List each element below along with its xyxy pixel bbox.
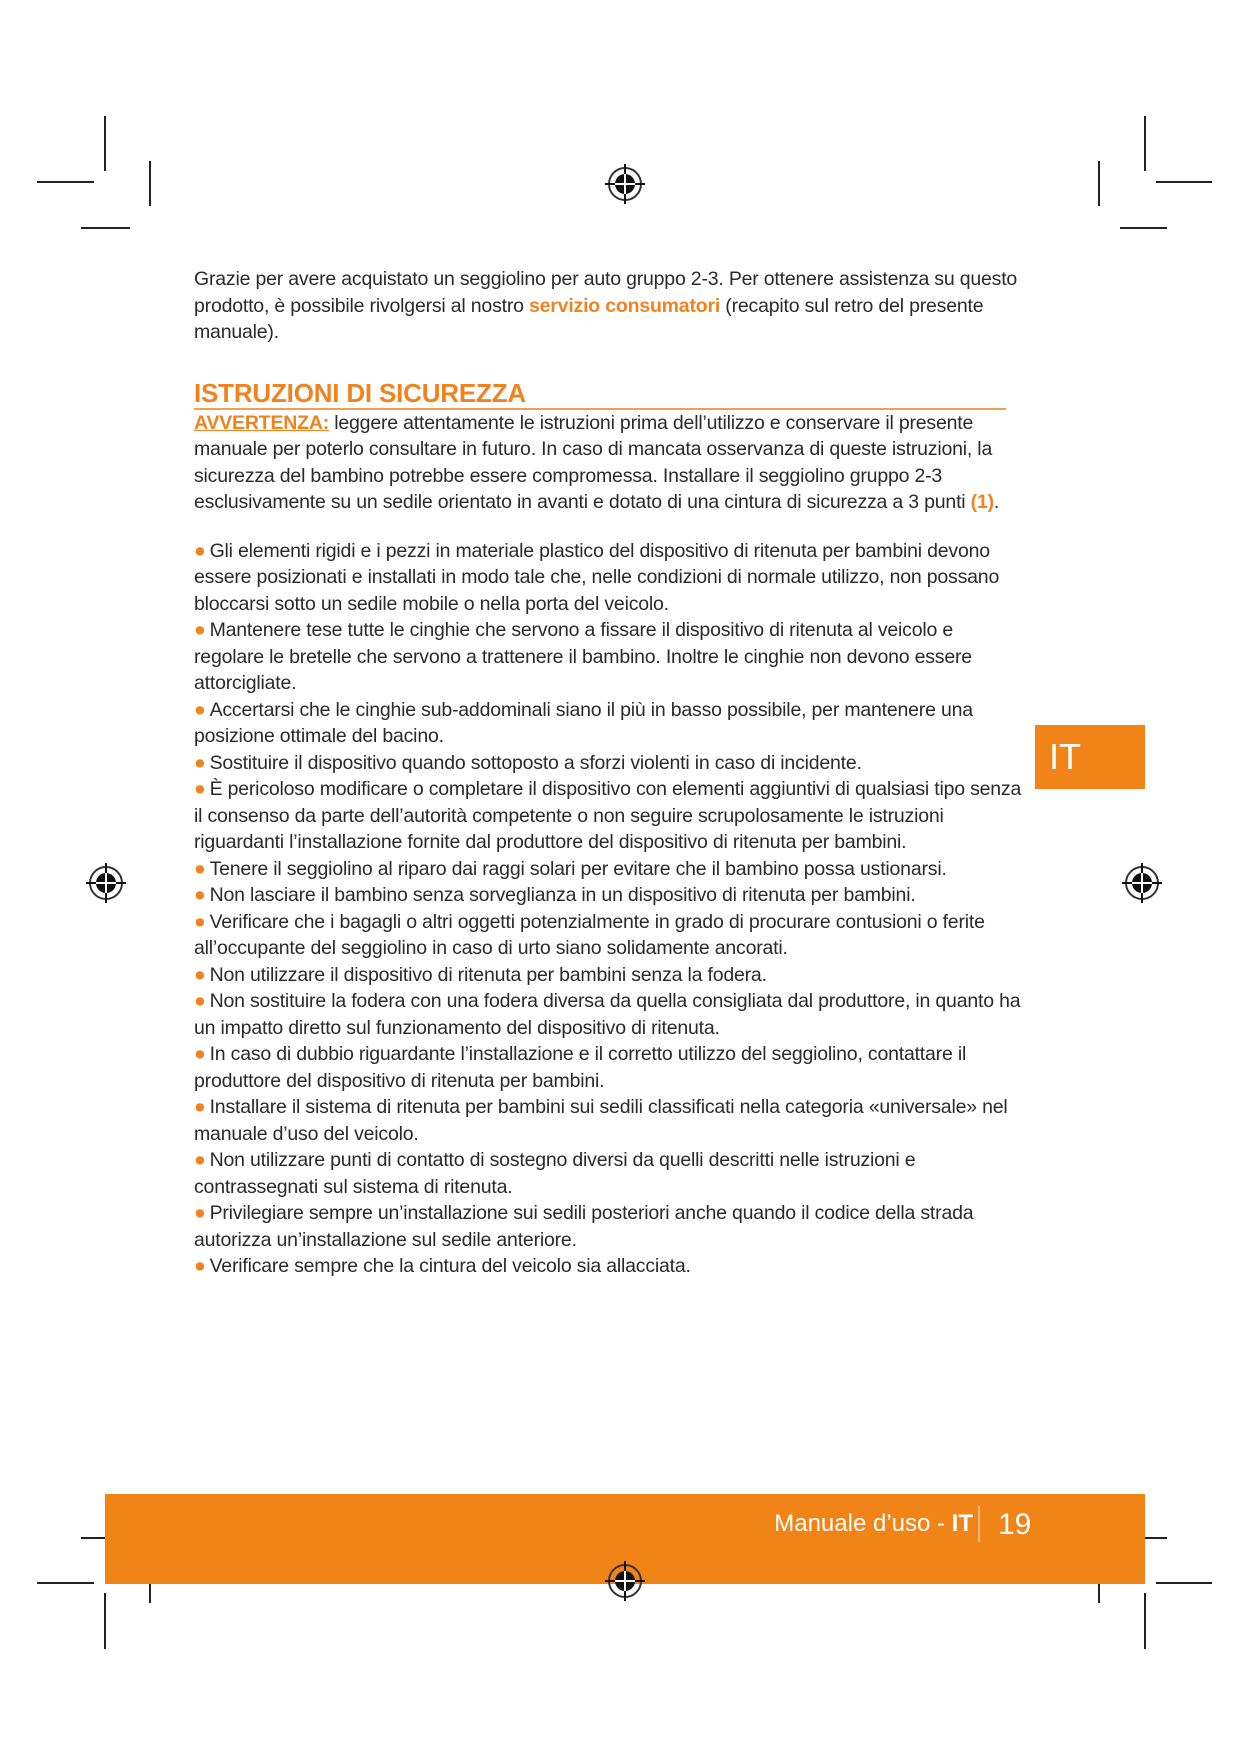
list-item [194,1200,1024,1253]
bullet-icon: ● [194,778,206,800]
language-tab: IT [1035,725,1145,789]
list-item-text: Verificare che i bagagli o altri oggetti potenzialmente in grado di procurare contusioni o ferite all’occupante del seggiolino in caso di urto siano solidamente ancorati. [194,910,985,959]
list-item-text: Privilegiare sempre un’installazione sui sedili posteriori anche quando il codice della strada autorizza un’installazione sul sedile anteriore. [194,1202,974,1251]
safety-list [194,538,1024,1280]
registration-mark-icon [605,164,645,204]
list-item-text: Installare il sistema di ritenuta per bambini sui sedili classificati nella categoria «universale» nel manuale d’uso del veicolo. [194,1096,1008,1145]
warning-paragraph: AVVERTENZA: leggere attentamente le istruzioni prima dell’utilizzo e conservare il presente manuale per poterlo consultare in futuro. In caso di mancata osservanza di queste istruzioni, la sicurezza del bambino potrebbe essere compromessa. Installare il seggiolino gruppo 2-3 esclusivamente su un sedile orientato in avanti e dotato di una cintura di sicurezza a 3 punti (1). [194,411,1000,513]
bullet-icon: ● [194,857,206,880]
list-item [194,1094,1024,1147]
list-item-text: Gli elementi rigidi e i pezzi in materiale plastico del dispositivo di ritenuta per bambini devono essere posizionati e installati in modo tale che, nelle condizioni di normale utilizzo, non possano bloccarsi sotto un sedile mobile o nella porta del veicolo. [194,539,1000,615]
registration-mark-icon [605,1561,645,1601]
list-item-text: Verificare sempre che la cintura del veicolo sia allacciata. [209,1255,691,1277]
list-item-text: In caso di dubbio riguardante l’installazione e il corretto utilizzo del seggiolino, contattare il produttore del dispositivo di ritenuta per bambini. [194,1043,967,1092]
list-item [194,617,1024,697]
bullet-icon: ● [194,990,206,1012]
bullet-icon: ● [194,1255,206,1277]
footer-label: Manuale d’uso - IT [774,1510,973,1537]
section-title: ISTRUZIONI DI SICUREZZA [194,376,1006,410]
list-item-text: Accertarsi che le cinghie sub-addominali siano il più in basso possibile, per mantenere una posizione ottimale del bacino. [194,698,973,747]
bullet-icon: ● [194,963,206,986]
list-item [194,962,1024,989]
bullet-icon: ● [194,910,206,933]
bullet-icon: ● [194,751,206,774]
bullet-icon: ● [194,539,206,562]
page-content [194,266,1024,1280]
list-item [194,988,1024,1041]
list-item [194,909,1024,962]
list-item [194,1147,1024,1200]
list-item-text: Mantenere tese tutte le cinghie che servono a fissare il dispositivo di ritenuta al veicolo e regolare le bretelle che servono a trattenere il bambino. Inoltre le cinghie non devono essere attorcigliate. [194,619,972,694]
list-item-text: Non lasciare il bambino senza sorveglianza in un dispositivo di ritenuta per bambini. [209,884,916,906]
list-item [194,538,1024,618]
list-item [194,856,1024,883]
bullet-icon: ● [194,619,206,641]
list-item [194,1253,1024,1280]
list-item-text: Sostituire il dispositivo quando sottoposto a sforzi violenti in caso di incidente. [209,751,862,774]
bullet-icon: ● [194,884,206,906]
bullet-icon: ● [194,1096,206,1118]
registration-mark-icon [1122,863,1162,903]
customer-service-link: servizio consumatori [529,294,721,317]
intro-paragraph: Grazie per avere acquistato un seggiolino per auto gruppo 2-3. Per ottenere assistenza su questo prodotto, è possibile rivolgersi al nostro servizio consumatori (recapito sul retro del presente manuale). [194,268,1018,343]
bullet-icon: ● [194,698,206,721]
list-item-text: Non sostituire la fodera con una fodera diversa da quella consigliata dal produttore, in quanto ha un impatto diretto sul funzionamento del dispositivo di ritenuta. [194,990,1021,1039]
list-item [194,697,1024,750]
list-item-text: È pericoloso modificare o completare il dispositivo con elementi aggiuntivi di qualsiasi tipo senza il consenso da parte dell’autorità competente o non seguire scrupolosamente le istruzioni riguardanti l’installazione fornite dal produttore del dispositivo di ritenuta per bambini. [194,778,1022,853]
list-item-text: Non utilizzare punti di contatto di sostegno diversi da quelli descritti nelle istruzioni e contrassegnati sul sistema di ritenuta. [194,1149,916,1198]
list-item-text: Non utilizzare il dispositivo di ritenuta per bambini senza la fodera. [209,963,767,986]
bullet-icon: ● [194,1149,206,1171]
registration-mark-icon [86,863,126,903]
list-item [194,882,1024,909]
list-item [194,750,1024,777]
bullet-icon: ● [194,1202,206,1224]
figure-ref: (1) [970,491,994,513]
list-item-text: Tenere il seggiolino al riparo dai raggi solari per evitare che il bambino possa ustionarsi. [209,857,947,880]
page-number: 19 [998,1508,1032,1541]
warning-label: AVVERTENZA: [194,411,330,434]
list-item [194,1041,1024,1094]
list-item [194,776,1024,856]
bullet-icon: ● [194,1043,206,1065]
